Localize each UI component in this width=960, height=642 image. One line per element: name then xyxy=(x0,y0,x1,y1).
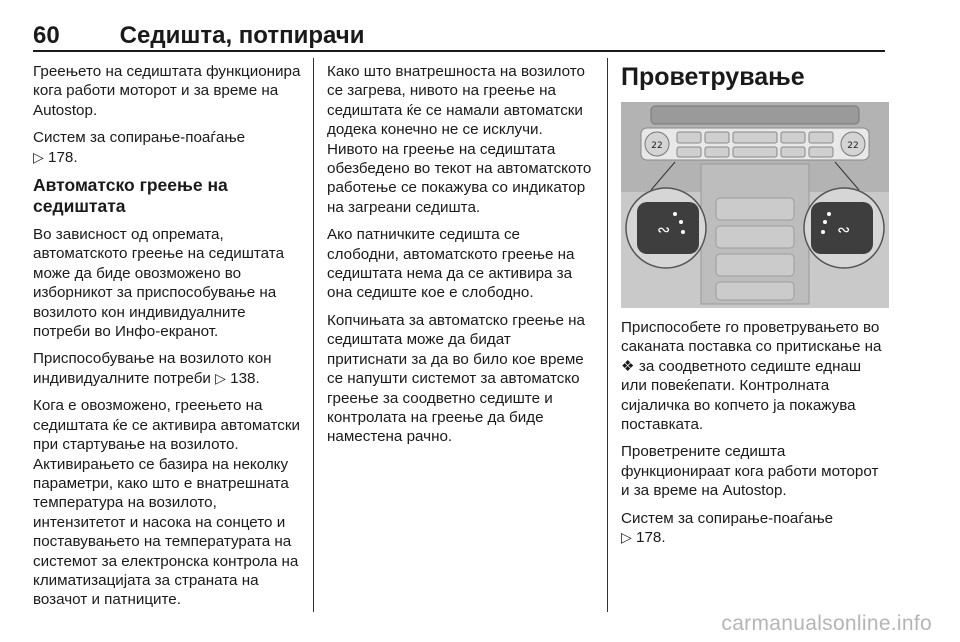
paragraph: Како што внатрешноста на возилото се загрева, нивото на греење на седиштата ќе се намали автоматски додека конечно не се исклучи. Нивото на греење на седиштата обезбедено во текот на автоматското работење се покажува со индикатор на загреани седишта. xyxy=(327,63,592,216)
cross-reference-text: Систем за сопирање-поаѓање xyxy=(33,129,246,147)
paragraph xyxy=(621,509,891,548)
right-temperature-display: 22 xyxy=(847,141,859,151)
paragraph xyxy=(33,349,305,388)
seat-ventilation-icon: ∾ xyxy=(837,220,851,239)
seat-ventilation-figure xyxy=(621,102,889,308)
cross-reference-page[interactable]: 138. xyxy=(230,369,260,387)
reference-arrow-icon: ▷ xyxy=(33,148,44,165)
reference-arrow-icon: ▷ xyxy=(621,529,632,546)
page-number: 60 xyxy=(33,22,60,49)
paragraph: Кога е овозможено, греењето на седиштата ќе се активира автоматски при стартување на возилото. Активирањето се базира на неколку параметри, како што е внатрешната температура на возилото, интензитетот и насока на сонцето и поставувањето на температурата на системот за електронска контрола на климатизацијата за страната на возачот и патниците. xyxy=(33,397,300,609)
paragraph xyxy=(33,128,305,167)
header-rule xyxy=(33,50,885,52)
reference-arrow-icon: ▷ xyxy=(215,369,226,386)
watermark: carmanualsonline.info xyxy=(721,612,932,635)
page-header xyxy=(33,22,364,50)
left-temperature-display: 22 xyxy=(651,141,663,151)
paragraph: Копчињата за автоматско греење на седиштата може да бидат притиснати за да во било кое време се напушти системот за автоматско греење за соодветно седиште и контролата на греење да биде наместена рачно. xyxy=(327,311,585,446)
paragraph: Проветрените седишта функционираат кога работи моторот и за време на Autostop. xyxy=(621,443,879,500)
seat-ventilation-icon: ❖ xyxy=(621,357,635,375)
seat-ventilation-icon: ∾ xyxy=(657,220,671,239)
paragraph: Греењето на седиштата функционира кога работи моторот и за време на Autostop. xyxy=(33,63,301,119)
paragraph: Ако патничките седишта се слободни, автоматското греење на седиштата нема да се активира за она седиште кое е слободно. xyxy=(327,226,575,302)
paragraph-text: за соодветното седиште еднаш или повеќепати. Контролната сијаличка во копчето ја покажува поставката. xyxy=(621,357,862,434)
section-heading: Автоматско греење на седиштата xyxy=(33,175,228,217)
column-divider-1 xyxy=(313,58,314,612)
column-1 xyxy=(33,62,305,618)
column-divider-2 xyxy=(607,58,608,612)
paragraph-text: Приспособете го проветрувањето во саканата поставка со притискање на xyxy=(621,319,882,356)
cross-reference-text: Систем за сопирање-поаѓање xyxy=(621,509,834,527)
paragraph: Во зависност од опремата, автоматското греење на седиштата може да биде овозможено во изборникот за приспособување на возилото кон индивидуалните потреби во Инфо-екранот. xyxy=(33,226,285,341)
page-title: Седишта, потпирачи xyxy=(119,22,365,49)
section-heading: Проветрување xyxy=(621,63,805,91)
cross-reference-text: Приспособување на возилото кон индивидуалните потреби xyxy=(33,350,272,387)
cross-reference-page[interactable]: 178. xyxy=(636,529,666,547)
column-2 xyxy=(327,62,595,455)
paragraph xyxy=(621,318,891,434)
column-3 xyxy=(621,62,891,555)
cross-reference-page[interactable]: 178. xyxy=(48,148,78,166)
